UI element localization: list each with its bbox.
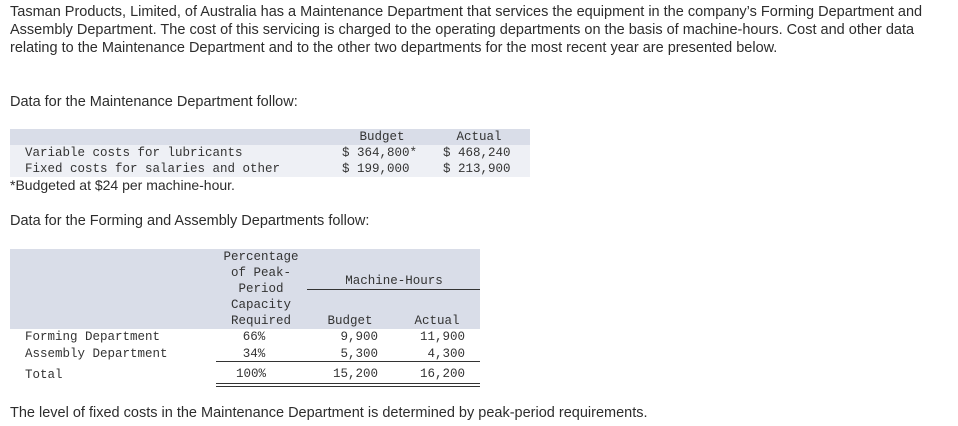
dept-row-pct: 34% bbox=[242, 347, 266, 361]
dept-row-actual: 4,300 bbox=[427, 347, 465, 361]
maint-row-actual: $ 468,240 bbox=[443, 146, 511, 160]
total-pct: 100% bbox=[235, 367, 266, 381]
maint-row-label: Fixed costs for salaries and other bbox=[25, 162, 281, 176]
departments-heading: Data for the Forming and Assembly Departments follow: bbox=[10, 213, 370, 229]
closing-note: The level of fixed costs in the Maintenance Department is determined by peak-period requirements. bbox=[10, 405, 648, 421]
dept-row-budget: 9,900 bbox=[340, 330, 378, 344]
dept-row-actual: 11,900 bbox=[419, 330, 465, 344]
pct-header-line: Period bbox=[238, 282, 284, 296]
maint-row-budget: $ 199,000 bbox=[342, 162, 410, 176]
intro-paragraph: Tasman Products, Limited, of Australia has a Maintenance Department that services the equipment in the company’s Forming Department and Assembly Department. The cost of this servicing is charged to the operating departments on the basis of machine-hours. Cost and other data relating to the Maintenance Department and to the other two departments for the most recent year are presented below. bbox=[10, 4, 923, 56]
pct-header-line: Capacity bbox=[230, 298, 291, 312]
dept-row-label: Assembly Department bbox=[25, 347, 168, 361]
pct-header-line: Required bbox=[230, 314, 291, 328]
pct-header-line: of Peak- bbox=[230, 266, 291, 280]
pct-header-line: Percentage bbox=[223, 250, 299, 264]
dept-row-label: Forming Department bbox=[25, 330, 161, 344]
maintenance-footnote: *Budgeted at $24 per machine-hour. bbox=[10, 177, 235, 193]
maintenance-heading: Data for the Maintenance Department follow: bbox=[10, 94, 298, 110]
maint-row-budget: $ 364,800* bbox=[342, 146, 418, 160]
total-actual: 16,200 bbox=[419, 367, 465, 381]
total-budget: 15,200 bbox=[332, 367, 378, 381]
total-top-rule bbox=[216, 361, 480, 362]
total-double-rule-2 bbox=[216, 386, 480, 387]
dept-row-budget: 5,300 bbox=[340, 347, 378, 361]
total-label: Total bbox=[25, 368, 63, 382]
maint-row-label: Variable costs for lubricants bbox=[25, 146, 243, 160]
total-double-rule-1 bbox=[216, 383, 480, 384]
machine-hours-underline bbox=[307, 289, 480, 290]
dept-col-budget: Budget bbox=[327, 314, 373, 328]
dept-col-actual: Actual bbox=[414, 314, 460, 328]
maint-col-budget: Budget bbox=[359, 130, 405, 144]
dept-row-pct: 66% bbox=[242, 330, 266, 344]
maint-row-actual: $ 213,900 bbox=[443, 162, 511, 176]
maint-col-actual: Actual bbox=[456, 130, 502, 144]
machine-hours-header: Machine-Hours bbox=[345, 274, 443, 288]
